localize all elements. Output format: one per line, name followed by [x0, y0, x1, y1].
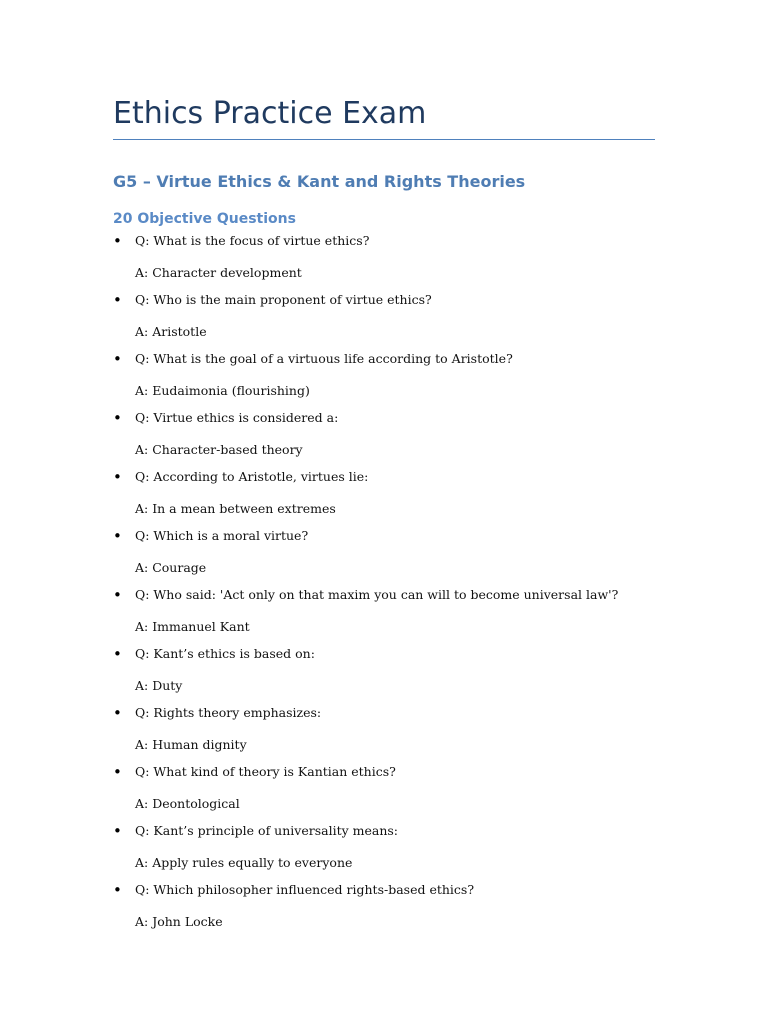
- answer-text: A: Deontological: [135, 796, 240, 811]
- question-list: [113, 231, 655, 939]
- question-text: Q: What is the goal of a virtuous life according to Aristotle?: [135, 351, 513, 366]
- list-item: [113, 644, 655, 703]
- bullet-icon: •: [113, 586, 122, 604]
- section-heading: G5 – Virtue Ethics & Kant and Rights Theories: [113, 172, 526, 191]
- question-text: Q: What kind of theory is Kantian ethics?: [135, 764, 396, 779]
- answer-text: A: Character development: [135, 265, 302, 280]
- bullet-icon: •: [113, 645, 122, 663]
- list-item: [113, 703, 655, 762]
- question-text: Q: Who is the main proponent of virtue ethics?: [135, 292, 432, 307]
- bullet-icon: •: [113, 704, 122, 722]
- list-item: [113, 408, 655, 467]
- list-item: [113, 526, 655, 585]
- bullet-icon: •: [113, 881, 122, 899]
- question-text: Q: According to Aristotle, virtues lie:: [135, 469, 369, 484]
- bullet-icon: •: [113, 409, 122, 427]
- question-text: Q: Kant’s principle of universality means:: [135, 823, 399, 838]
- bullet-icon: •: [113, 822, 122, 840]
- question-text: Q: Who said: 'Act only on that maxim you can will to become universal law'?: [135, 587, 619, 602]
- list-item: [113, 231, 655, 290]
- answer-text: A: Apply rules equally to everyone: [135, 855, 353, 870]
- answer-text: A: Immanuel Kant: [135, 619, 250, 634]
- answer-text: A: Character-based theory: [135, 442, 303, 457]
- bullet-icon: •: [113, 232, 122, 250]
- question-text: Q: Kant’s ethics is based on:: [135, 646, 315, 661]
- answer-text: A: Duty: [135, 678, 183, 693]
- answer-text: A: In a mean between extremes: [135, 501, 336, 516]
- bullet-icon: •: [113, 350, 122, 368]
- answer-text: A: Aristotle: [135, 324, 207, 339]
- bullet-icon: •: [113, 291, 122, 309]
- answer-text: A: Courage: [135, 560, 207, 575]
- answer-text: A: Human dignity: [135, 737, 247, 752]
- document-title: Ethics Practice Exam: [113, 96, 427, 131]
- list-item: [113, 880, 655, 939]
- bullet-icon: •: [113, 527, 122, 545]
- list-item: [113, 585, 655, 644]
- question-text: Q: Which philosopher influenced rights-based ethics?: [135, 882, 475, 897]
- section-subheading: 20 Objective Questions: [113, 211, 296, 227]
- list-item: [113, 762, 655, 821]
- list-item: [113, 349, 655, 408]
- list-item: [113, 290, 655, 349]
- list-item: [113, 467, 655, 526]
- question-text: Q: Rights theory emphasizes:: [135, 705, 322, 720]
- list-item: [113, 821, 655, 880]
- answer-text: A: John Locke: [135, 914, 223, 929]
- answer-text: A: Eudaimonia (flourishing): [135, 383, 310, 398]
- question-text: Q: What is the focus of virtue ethics?: [135, 233, 370, 248]
- question-text: Q: Which is a moral virtue?: [135, 528, 309, 543]
- bullet-icon: •: [113, 763, 122, 781]
- bullet-icon: •: [113, 468, 122, 486]
- question-text: Q: Virtue ethics is considered a:: [135, 410, 339, 425]
- title-underline: [113, 139, 655, 140]
